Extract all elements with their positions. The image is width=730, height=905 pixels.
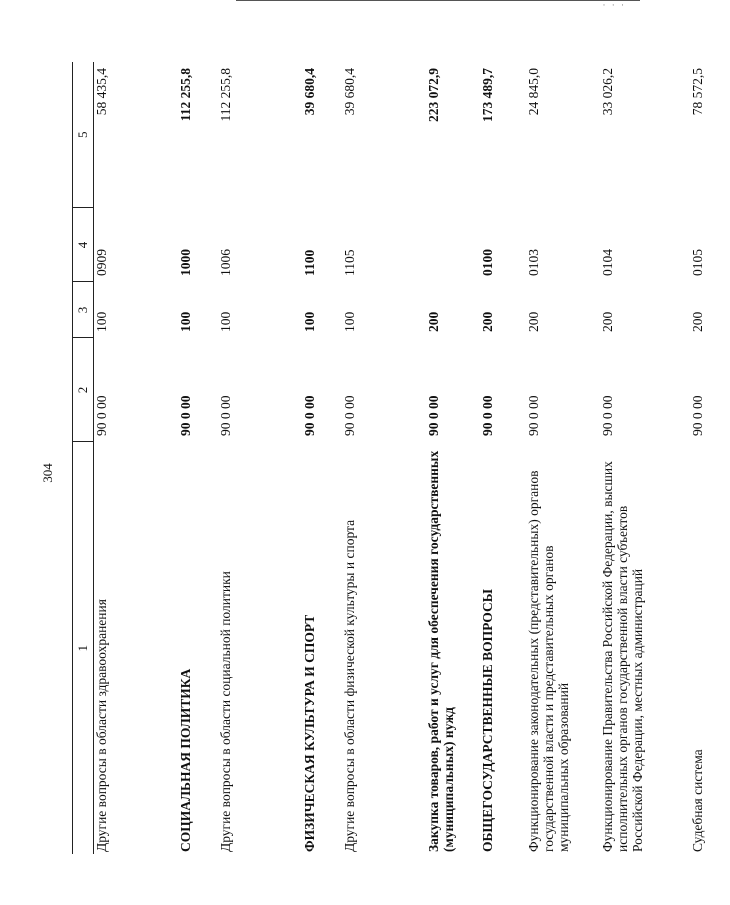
table-row: [690, 62, 730, 854]
row-amount: 78 572,5: [689, 68, 705, 116]
page-number-text: 304: [40, 463, 55, 483]
row-amount: 223 072,9: [425, 68, 441, 122]
header-col-2: 2: [73, 338, 94, 442]
row-name: Другие вопросы в области социальной политики: [217, 571, 233, 852]
row-section-code: 1006: [217, 249, 233, 276]
table-row: [600, 62, 690, 854]
row-target-article: 90 0 00: [425, 395, 441, 436]
row-name: ОБЩЕГОСУДАРСТВЕННЫЕ ВОПРОСЫ: [479, 589, 495, 852]
row-expense-type: 200: [689, 311, 705, 332]
row-name: Закупка товаров, работ и услуг для обеспечения государственных (муниципальных) нужд: [425, 450, 456, 852]
row-section-code: 1105: [341, 249, 357, 276]
table-row: [480, 62, 526, 854]
row-amount: 33 026,2: [599, 68, 615, 116]
page-number: [38, 453, 58, 493]
header-col-5: 5: [73, 62, 94, 208]
row-name: СОЦИАЛЬНАЯ ПОЛИТИКА: [177, 668, 193, 852]
row-name: Судебная система: [689, 749, 705, 852]
table-header-row: [73, 62, 94, 854]
table-row: [178, 62, 218, 854]
header-col-3: 3: [73, 282, 94, 338]
row-section-code: 0909: [94, 249, 109, 276]
row-expense-type: 100: [94, 311, 109, 332]
row-section-code: 0105: [689, 249, 705, 276]
row-section-code: [426, 208, 480, 282]
row-amount: 112 255,8: [177, 68, 193, 122]
row-amount: 58 435,4: [94, 68, 109, 116]
table-row: [218, 62, 302, 854]
table-row: [342, 62, 426, 854]
row-target-article: 90 0 00: [94, 395, 109, 436]
row-amount: 112 255,8: [217, 68, 233, 122]
row-section-code: 0104: [599, 249, 615, 276]
row-amount: 39 680,4: [341, 68, 357, 116]
row-target-article: 90 0 00: [689, 395, 705, 436]
table-row: [302, 62, 342, 854]
scan-marks: · · ·: [602, 0, 626, 10]
row-expense-type: 100: [301, 311, 317, 332]
row-target-article: 90 0 00: [301, 395, 317, 436]
table-body: [94, 62, 730, 854]
row-expense-type: 100: [341, 311, 357, 332]
row-section-code: 0103: [525, 249, 541, 276]
table-row: [426, 62, 480, 854]
header-col-1: 1: [73, 442, 94, 854]
row-target-article: 90 0 00: [479, 395, 495, 436]
row-target-article: 90 0 00: [599, 395, 615, 436]
row-section-code: 1100: [301, 249, 317, 276]
row-expense-type: 200: [425, 311, 441, 332]
table-row: [94, 62, 178, 854]
row-expense-type: 200: [599, 311, 615, 332]
row-expense-type: 200: [525, 311, 541, 332]
row-name: Другие вопросы в области физической культуры и спорта: [341, 519, 357, 852]
top-rule: [236, 0, 640, 1]
row-amount: 173 489,7: [479, 68, 495, 122]
budget-table: [72, 62, 730, 854]
table-row: [526, 62, 600, 854]
row-name: Функционирование законодательных (представительных) органов государственной власти и представительных органов муниципальных образований: [525, 470, 571, 852]
row-target-article: 90 0 00: [177, 395, 193, 436]
row-name: Функционирование Правительства Российской Федерации, высших исполнительных органов государственной власти субъектов Российской Федерации, местных администраций: [599, 461, 645, 852]
header-col-4: 4: [73, 208, 94, 282]
row-expense-type: 200: [479, 311, 495, 332]
row-target-article: 90 0 00: [525, 395, 541, 436]
row-expense-type: 100: [177, 311, 193, 332]
rotated-table-area: [72, 62, 705, 854]
row-name: ФИЗИЧЕСКАЯ КУЛЬТУРА И СПОРТ: [301, 614, 317, 852]
row-target-article: 90 0 00: [341, 395, 357, 436]
row-section-code: 1000: [177, 249, 193, 276]
row-section-code: 0100: [479, 249, 495, 276]
row-amount: 39 680,4: [301, 68, 317, 116]
row-target-article: 90 0 00: [217, 395, 233, 436]
row-amount: 24 845,0: [525, 68, 541, 116]
row-name: Другие вопросы в области здравоохранения: [94, 599, 109, 852]
row-expense-type: 100: [217, 311, 233, 332]
rotated-table-wrapper: [72, 62, 705, 854]
